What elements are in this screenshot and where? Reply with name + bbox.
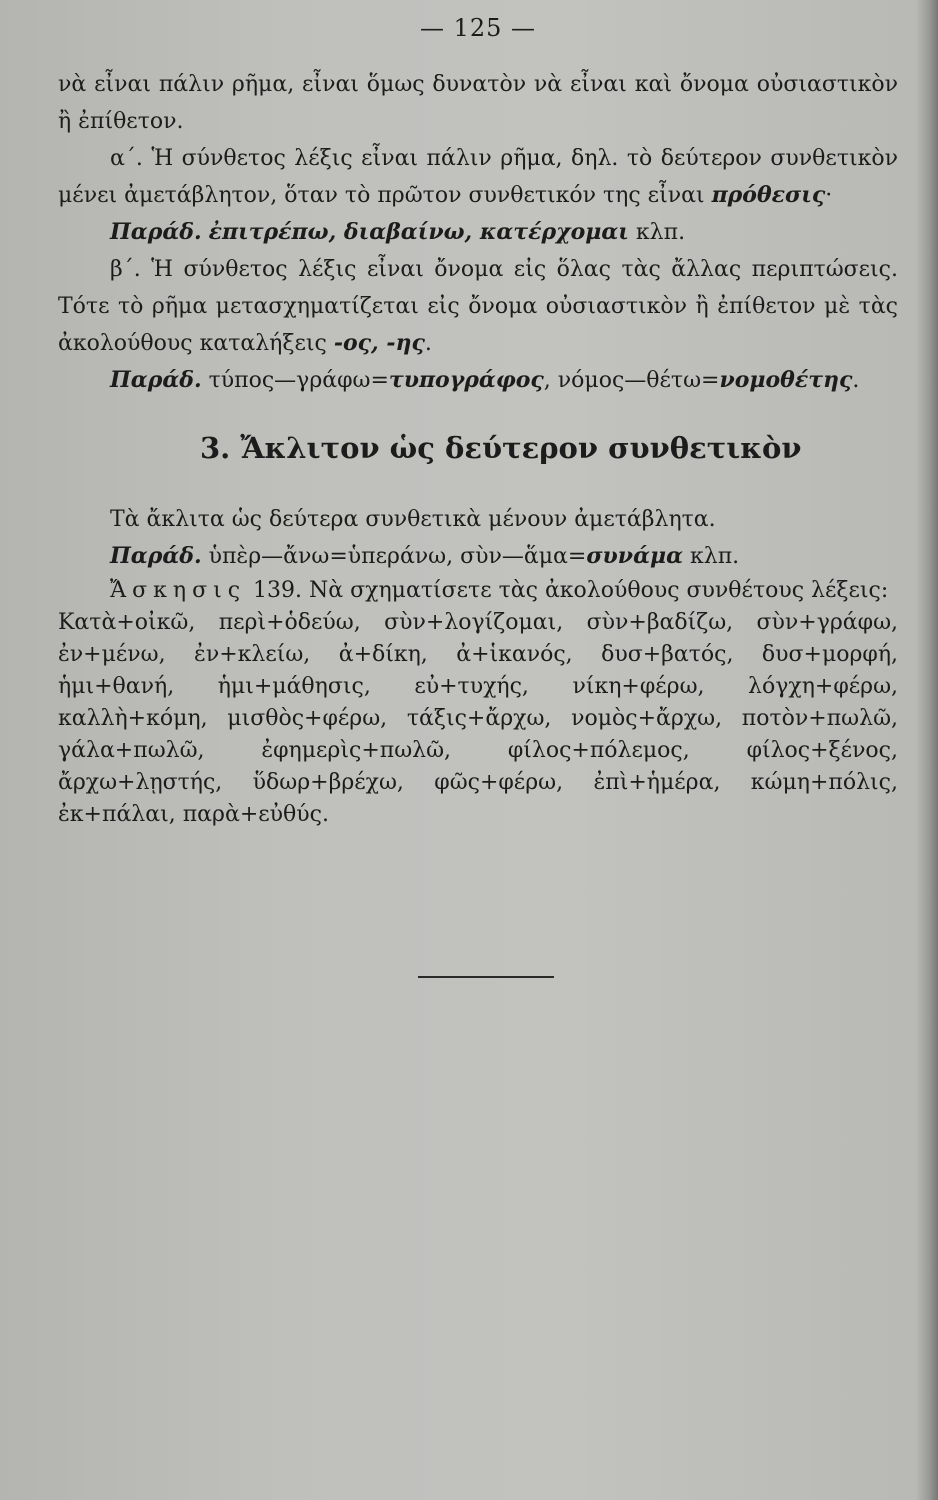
exercise-label: Ἄσκησις <box>110 578 247 603</box>
rule-b-text: β΄. Ἡ σύνθετος λέξις εἶναι ὄνομα εἰς ὅλας τὰς ἄλλας περιπτώσεις. Τότε τὸ ρῆμα μετασχηματίζεται εἰς ὄνομα οὐσιαστικὸν ἢ ἐπίθετον μὲ τὰς ἀκολούθους καταλήξεις <box>58 257 898 356</box>
rule-a-paragraph <box>58 140 898 214</box>
example-a-words: ἐπιτρέπω, διαβαίνω, κατέρχομαι <box>208 219 629 245</box>
example-b-part1: τύπος—γράφω= <box>201 368 389 393</box>
exercise-heading-line <box>58 575 898 607</box>
page-edge-shadow <box>916 0 938 1500</box>
example-c-label: Παράδ. <box>110 543 202 569</box>
example-a-label: Παράδ. <box>110 219 202 245</box>
exercise-instruction: Νὰ σχηματίσετε τὰς ἀκολούθους συνθέτους λέξεις: <box>302 578 889 603</box>
example-b-part2: , νόμος—θέτω= <box>543 368 720 393</box>
example-b-paragraph <box>58 362 898 399</box>
rule-a-emphasis: πρόθεσις <box>711 182 826 208</box>
end-rule <box>418 976 554 978</box>
example-a-paragraph <box>58 214 898 251</box>
example-b-label: Παράδ. <box>110 367 202 393</box>
example-a-etc: κλπ. <box>628 220 686 245</box>
rule-a-end: · <box>825 183 833 208</box>
example-c-etc: κλπ. <box>683 544 740 569</box>
rule-b-endings: -ος, -ης <box>333 330 425 356</box>
intro-text: νὰ εἶναι πάλιν ρῆμα, εἶναι ὅμως δυνατὸν νὰ εἶναι καὶ ὄνομα οὐσιαστικὸν ἢ ἐπίθετον. <box>58 72 898 134</box>
exercise-items: Κατὰ+οἰκῶ, περὶ+ὁδεύω, σὺν+λογίζομαι, σὺν+βαδίζω, σὺν+γράφω, ἐν+μένω, ἐν+κλείω, ἀ+δίκη, ἀ+ἱκανός, δυσ+βατός, δυσ+μορφή, ἡμι+θανή, ἡμι+μάθησις, εὐ+τυχής, νίκη+φέρω, λόγχη+φέρω, καλλὴ+κόμη, μισθὸς+φέρω, τάξις+ἄρχω, νομὸς+ἄρχω, ποτὸν+πωλῶ, γάλα+πωλῶ, ἐφημερὶς+πωλῶ, φίλος+πόλεμος, φίλος+ξένος, ἄρχω+λῃστής, ὕδωρ+βρέχω, φῶς+φέρω, ἐπὶ+ἡμέρα, κώμη+πόλις, ἐκ+πάλαι, παρὰ+εὐθύς. <box>58 610 898 827</box>
page-number: — 125 — <box>419 14 537 42</box>
rule-a-text: α΄. Ἡ σύνθετος λέξις εἶναι πάλιν ρῆμα, δηλ. τὸ δεύτερον συνθετικὸν μένει ἀμετάβλητον, ὅταν τὸ πρῶτον συνθετικόν της εἶναι <box>58 146 898 208</box>
example-b-word2: νομοθέτης <box>719 367 853 393</box>
example-c-word1: συνάμα <box>586 543 684 569</box>
exercise-block <box>58 575 898 831</box>
intro-paragraph <box>58 66 898 140</box>
example-c-paragraph <box>58 538 898 575</box>
example-b-end: . <box>852 368 860 393</box>
page-content <box>58 14 898 831</box>
section-heading: 3. Ἄκλιτον ὡς δεύτερον συνθετικὸν <box>200 431 802 465</box>
exercise-number: 139. <box>246 578 303 603</box>
section-rule-paragraph <box>58 501 898 538</box>
section-rule-text: Τὰ ἄκλιτα ὡς δεύτερα συνθετικὰ μένουν ἀμετάβλητα. <box>110 507 716 532</box>
rule-b-paragraph <box>58 251 898 362</box>
example-c-part1: ὑπὲρ—ἄνω=ὑπεράνω, σὺν—ἅμα= <box>201 544 587 569</box>
rule-b-end: . <box>424 331 432 356</box>
example-b-word1: τυπογράφος <box>388 367 544 393</box>
